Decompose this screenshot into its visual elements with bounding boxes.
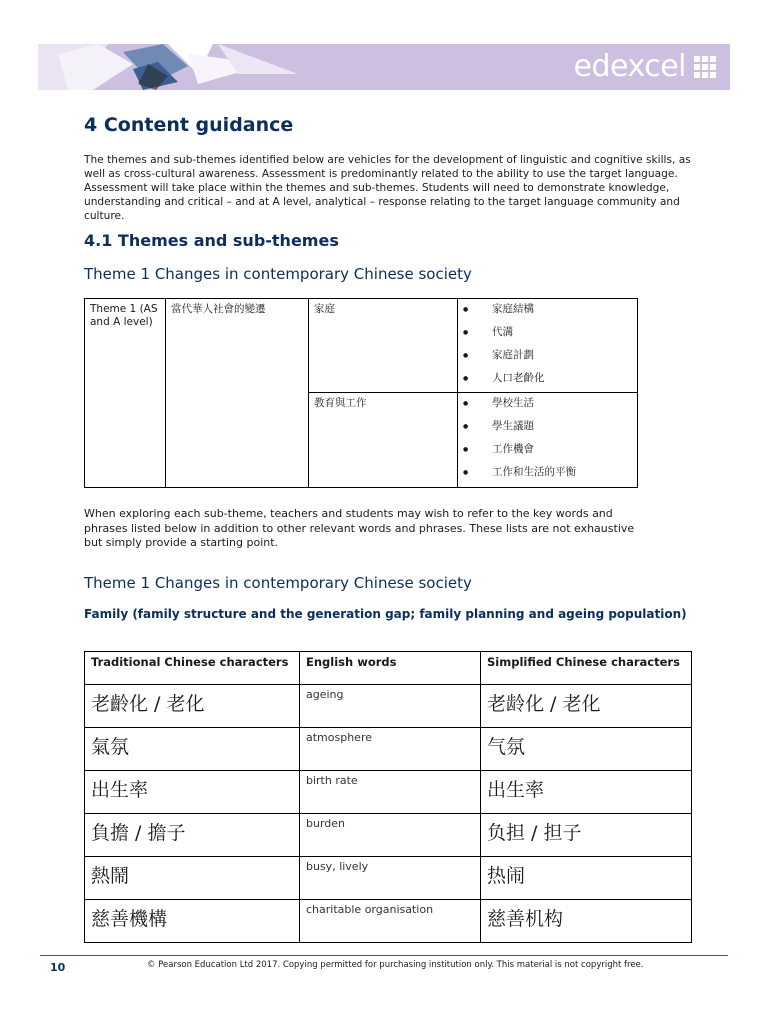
subtheme-items-cell	[458, 393, 638, 488]
theme-table	[84, 298, 638, 488]
list-item: ● 家庭計劃	[463, 349, 632, 362]
english-cell: atmosphere	[300, 728, 481, 771]
table-row	[85, 685, 692, 728]
table-row	[85, 857, 692, 900]
theme-title-cell: 當代華人社會的變遷	[166, 299, 309, 488]
list-item: ● 工作機會	[463, 443, 632, 456]
simplified-cell: 负担 / 担子	[481, 814, 692, 857]
subtheme-cell: 教育與工作	[309, 393, 458, 488]
simplified-cell: 老龄化 / 老化	[481, 685, 692, 728]
origami-art-image	[38, 44, 338, 90]
table-row	[85, 771, 692, 814]
intro-paragraph: The themes and sub-themes identified below are vehicles for the development of linguistic and cognitive skills, as well as cross-cultural awareness. Assessment is predominantly related to the ability to use the target language. Assessment will take place within the themes and sub-themes. Students will need to demonstrate knowledge, understanding and critical – and at A level, analytical – response relating to the target language community and culture.	[84, 154, 691, 222]
traditional-cell: 負擔 / 擔子	[85, 814, 300, 857]
header-traditional: Traditional Chinese characters	[85, 652, 300, 685]
list-item: ● 家庭結構	[463, 303, 632, 316]
table-row	[85, 900, 692, 943]
simplified-cell: 气氛	[481, 728, 692, 771]
table-row	[85, 728, 692, 771]
traditional-cell: 慈善機構	[85, 900, 300, 943]
subtheme-list	[463, 397, 632, 479]
list-item: ● 代溝	[463, 326, 632, 339]
family-heading: Family (family structure and the generation gap; family planning and ageing population)	[84, 607, 687, 621]
simplified-cell: 热闹	[481, 857, 692, 900]
theme-heading-1: Theme 1 Changes in contemporary Chinese society	[84, 265, 472, 283]
header-banner	[38, 44, 730, 90]
header-english: English words	[300, 652, 481, 685]
table-row	[85, 814, 692, 857]
subsection-title: 4.1 Themes and sub-themes	[84, 231, 339, 250]
subtheme-items-cell	[458, 299, 638, 393]
vocab-header-row	[85, 652, 692, 685]
theme-heading-2: Theme 1 Changes in contemporary Chinese society	[84, 574, 472, 592]
traditional-cell: 氣氛	[85, 728, 300, 771]
list-item: ● 學校生活	[463, 397, 632, 410]
header-simplified: Simplified Chinese characters	[481, 652, 692, 685]
english-cell: busy, lively	[300, 857, 481, 900]
edexcel-logo	[574, 50, 716, 84]
list-item: ● 人口老齡化	[463, 372, 632, 385]
simplified-cell: 出生率	[481, 771, 692, 814]
english-cell: charitable organisation	[300, 900, 481, 943]
vocab-table	[84, 651, 692, 943]
page-number: 10	[50, 961, 66, 974]
explore-paragraph: When exploring each sub-theme, teachers and students may wish to refer to the key words and phrases listed below in addition to other relevant words and phrases. These lists are not exhaustive but simply provide a starting point.	[84, 507, 635, 549]
english-cell: burden	[300, 814, 481, 857]
footer-divider	[40, 955, 728, 956]
traditional-cell: 老齡化 / 老化	[85, 685, 300, 728]
list-item: ● 學生議題	[463, 420, 632, 433]
english-cell: ageing	[300, 685, 481, 728]
theme-row-1	[85, 299, 638, 393]
copyright-notice: © Pearson Education Ltd 2017. Copying permitted for purchasing institution only. This material is not copyright free.	[147, 960, 644, 970]
traditional-cell: 熱鬧	[85, 857, 300, 900]
simplified-cell: 慈善机构	[481, 900, 692, 943]
subtheme-list	[463, 303, 632, 385]
subtheme-cell: 家庭	[309, 299, 458, 393]
english-cell: birth rate	[300, 771, 481, 814]
section-title: 4 Content guidance	[84, 114, 294, 136]
logo-grid-icon	[694, 56, 716, 78]
list-item: ● 工作和生活的平衡	[463, 466, 632, 479]
logo-text: edexcel	[573, 49, 686, 84]
traditional-cell: 出生率	[85, 771, 300, 814]
theme-label-cell: Theme 1 (AS and A level)	[85, 299, 166, 488]
